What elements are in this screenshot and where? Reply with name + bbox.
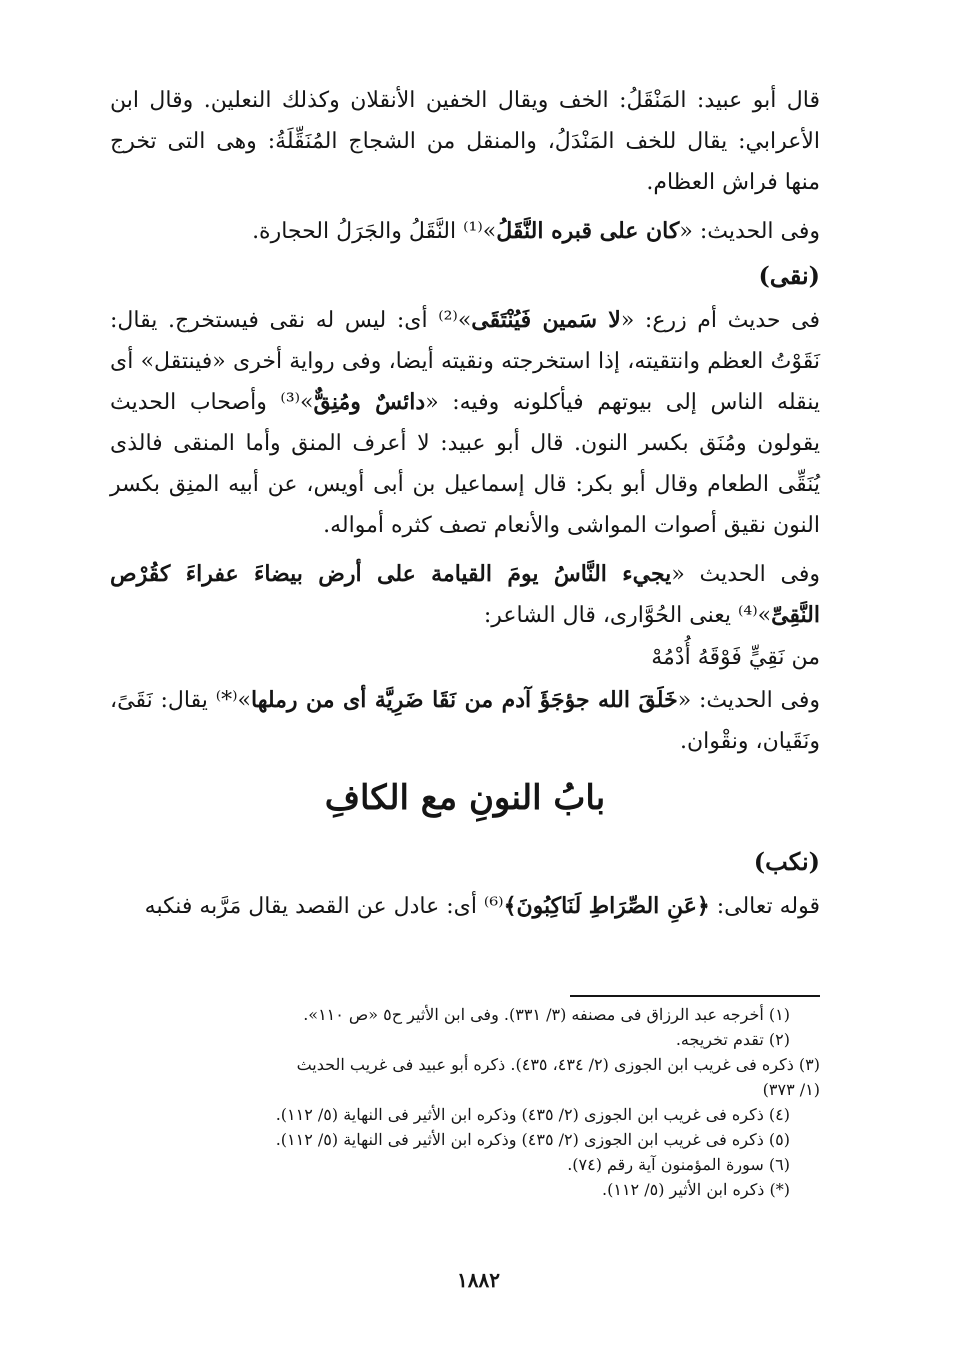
hadith-naqal [110,211,820,252]
footnote-3-continuation: (١/ ٣٧٣) [762,1080,820,1099]
hadith-prefix: فى حديث أم زرع: « [620,308,820,333]
hadith-qiyama [110,554,820,636]
hadith-suffix: »⁽*⁾ يقال: نَقَىً، ونَقَيان، ونقْوان. [110,688,820,754]
footnotes [110,1002,820,1202]
hadith-quote: كان على قبره النَّقَلُ [496,218,680,244]
hadith-prefix: وفى الحديث: « [679,219,820,244]
hadith-quote: خَلَقَ الله جؤجَؤَ آدم من نَقَا ضَرِيَّة أى من رملها [250,687,678,713]
footnote-6: (٦) سورة المؤمنون آية رقم (٧٤). [567,1155,790,1174]
page-number: ١٨٨٢ [457,1268,500,1292]
paragraph-text: قال أبو عبيد: المَنْقَلُ: الخف ويقال الخفين الأنقلان وكذلك النعلين. وقال ابن الأعرابي: يقال للخف المَنْدَلُ، والمنقل من الشجاج المُنَقِّلَةُ: وهى التى تخرج منها فراش العظام. [110,88,820,195]
paragraph-text: ⁽⁶⁾ أى: عادل عن القصد يقال مَرَّبه فنكبه [144,894,504,919]
paragraph-manqal [110,80,820,203]
footnote-4: (٤) ذكره فى غريب ابن الجوزى (٢/ ٤٣٥) وذكره ابن الأثير فى النهاية (٥/ ١١٢). [275,1105,790,1124]
footnote-star: (*) ذكره ابن الأثير (٥/ ١١٢). [602,1180,790,1199]
hadith-quote: يجيء النَّاسُ يومَ القيامة على أرض بيضاءَ عفراءَ كقُرْص النَّقِىِّ [110,561,820,628]
paragraph-text: »⁽²⁾ أى: ليس له نقى فيستخرج. يقال: نَقَوْتُ العظم وانتقيته، إذا استخرجته ونقيته أيضا، وفى رواية أخرى «فينتقل» أى ينقله الناس إلى بيوتهم فيأكلونه وفيه: « [110,308,820,415]
footnote-divider [570,995,820,997]
poetry-verse: من نَقِيٍّ فَوْقَهُ أُدْمُهْ [651,645,820,670]
footnote-3: (٣) ذكره فى غريب ابن الجوزى (٢/ ٤٣٤، ٤٣٥). ذكره أبو عبيد فى غريب الحديث [296,1055,820,1074]
entry-heading-naqa: (نقى) [758,261,820,290]
hadith-prefix: وفى الحديث: « [677,688,820,713]
hadith-quote: دائسٌ ومُنِقٌّ [313,389,426,415]
paragraph-naqa [110,300,820,546]
main-text [110,80,820,927]
hadith-adam [110,680,820,762]
chapter-title: بابُ النونِ مع الكافِ [324,778,606,818]
footnote-5: (٥) ذكره فى غريب ابن الجوزى (٢/ ٤٣٥) وذكره ابن الأثير فى النهاية (٥/ ١١٢). [275,1130,790,1149]
paragraph-text: قوله تعالى: [709,894,820,919]
footnote-2: (٢) تقدم تخريجه. [675,1030,790,1049]
hadith-prefix: وفى الحديث « [671,562,820,587]
entry-heading-nakab: (نكب) [753,847,820,876]
paragraph-text: »⁽³⁾ وأصحاب الحديث يقولون ومُنَق بكسر النون. قال أبو عبيد: لا أعرف المنق وأما المنقى فالذى يُنَقِّى الطعام وقال أبو بكر: قال إسماعيل بن أبى أويس، عن أبيه المنِق بكسر النون نقيق أصوات المواشى والأنعام تصف كثره أمواله. [110,390,820,538]
footnote-1: (١) أخرجه عبد الرزاق فى مصنفه (٣/ ٣٣١). وفى ابن الأثير ح٥ «ص ١١٠». [303,1005,790,1024]
paragraph-nakab [110,886,820,927]
hadith-suffix: »⁽¹⁾ النَّقَلُ والجَرَلُ الحجارة. [252,219,497,244]
hadith-quote: لا سَمين فَيُنْتَقَى [471,307,621,333]
quran-quote: ﴿عَنِ الصِّرَاطِ لَنَاكِبُونَ﴾ [503,893,710,919]
hadith-suffix: »⁽⁴⁾ يعنى الحُوَّارى، قال الشاعر: [483,603,772,628]
